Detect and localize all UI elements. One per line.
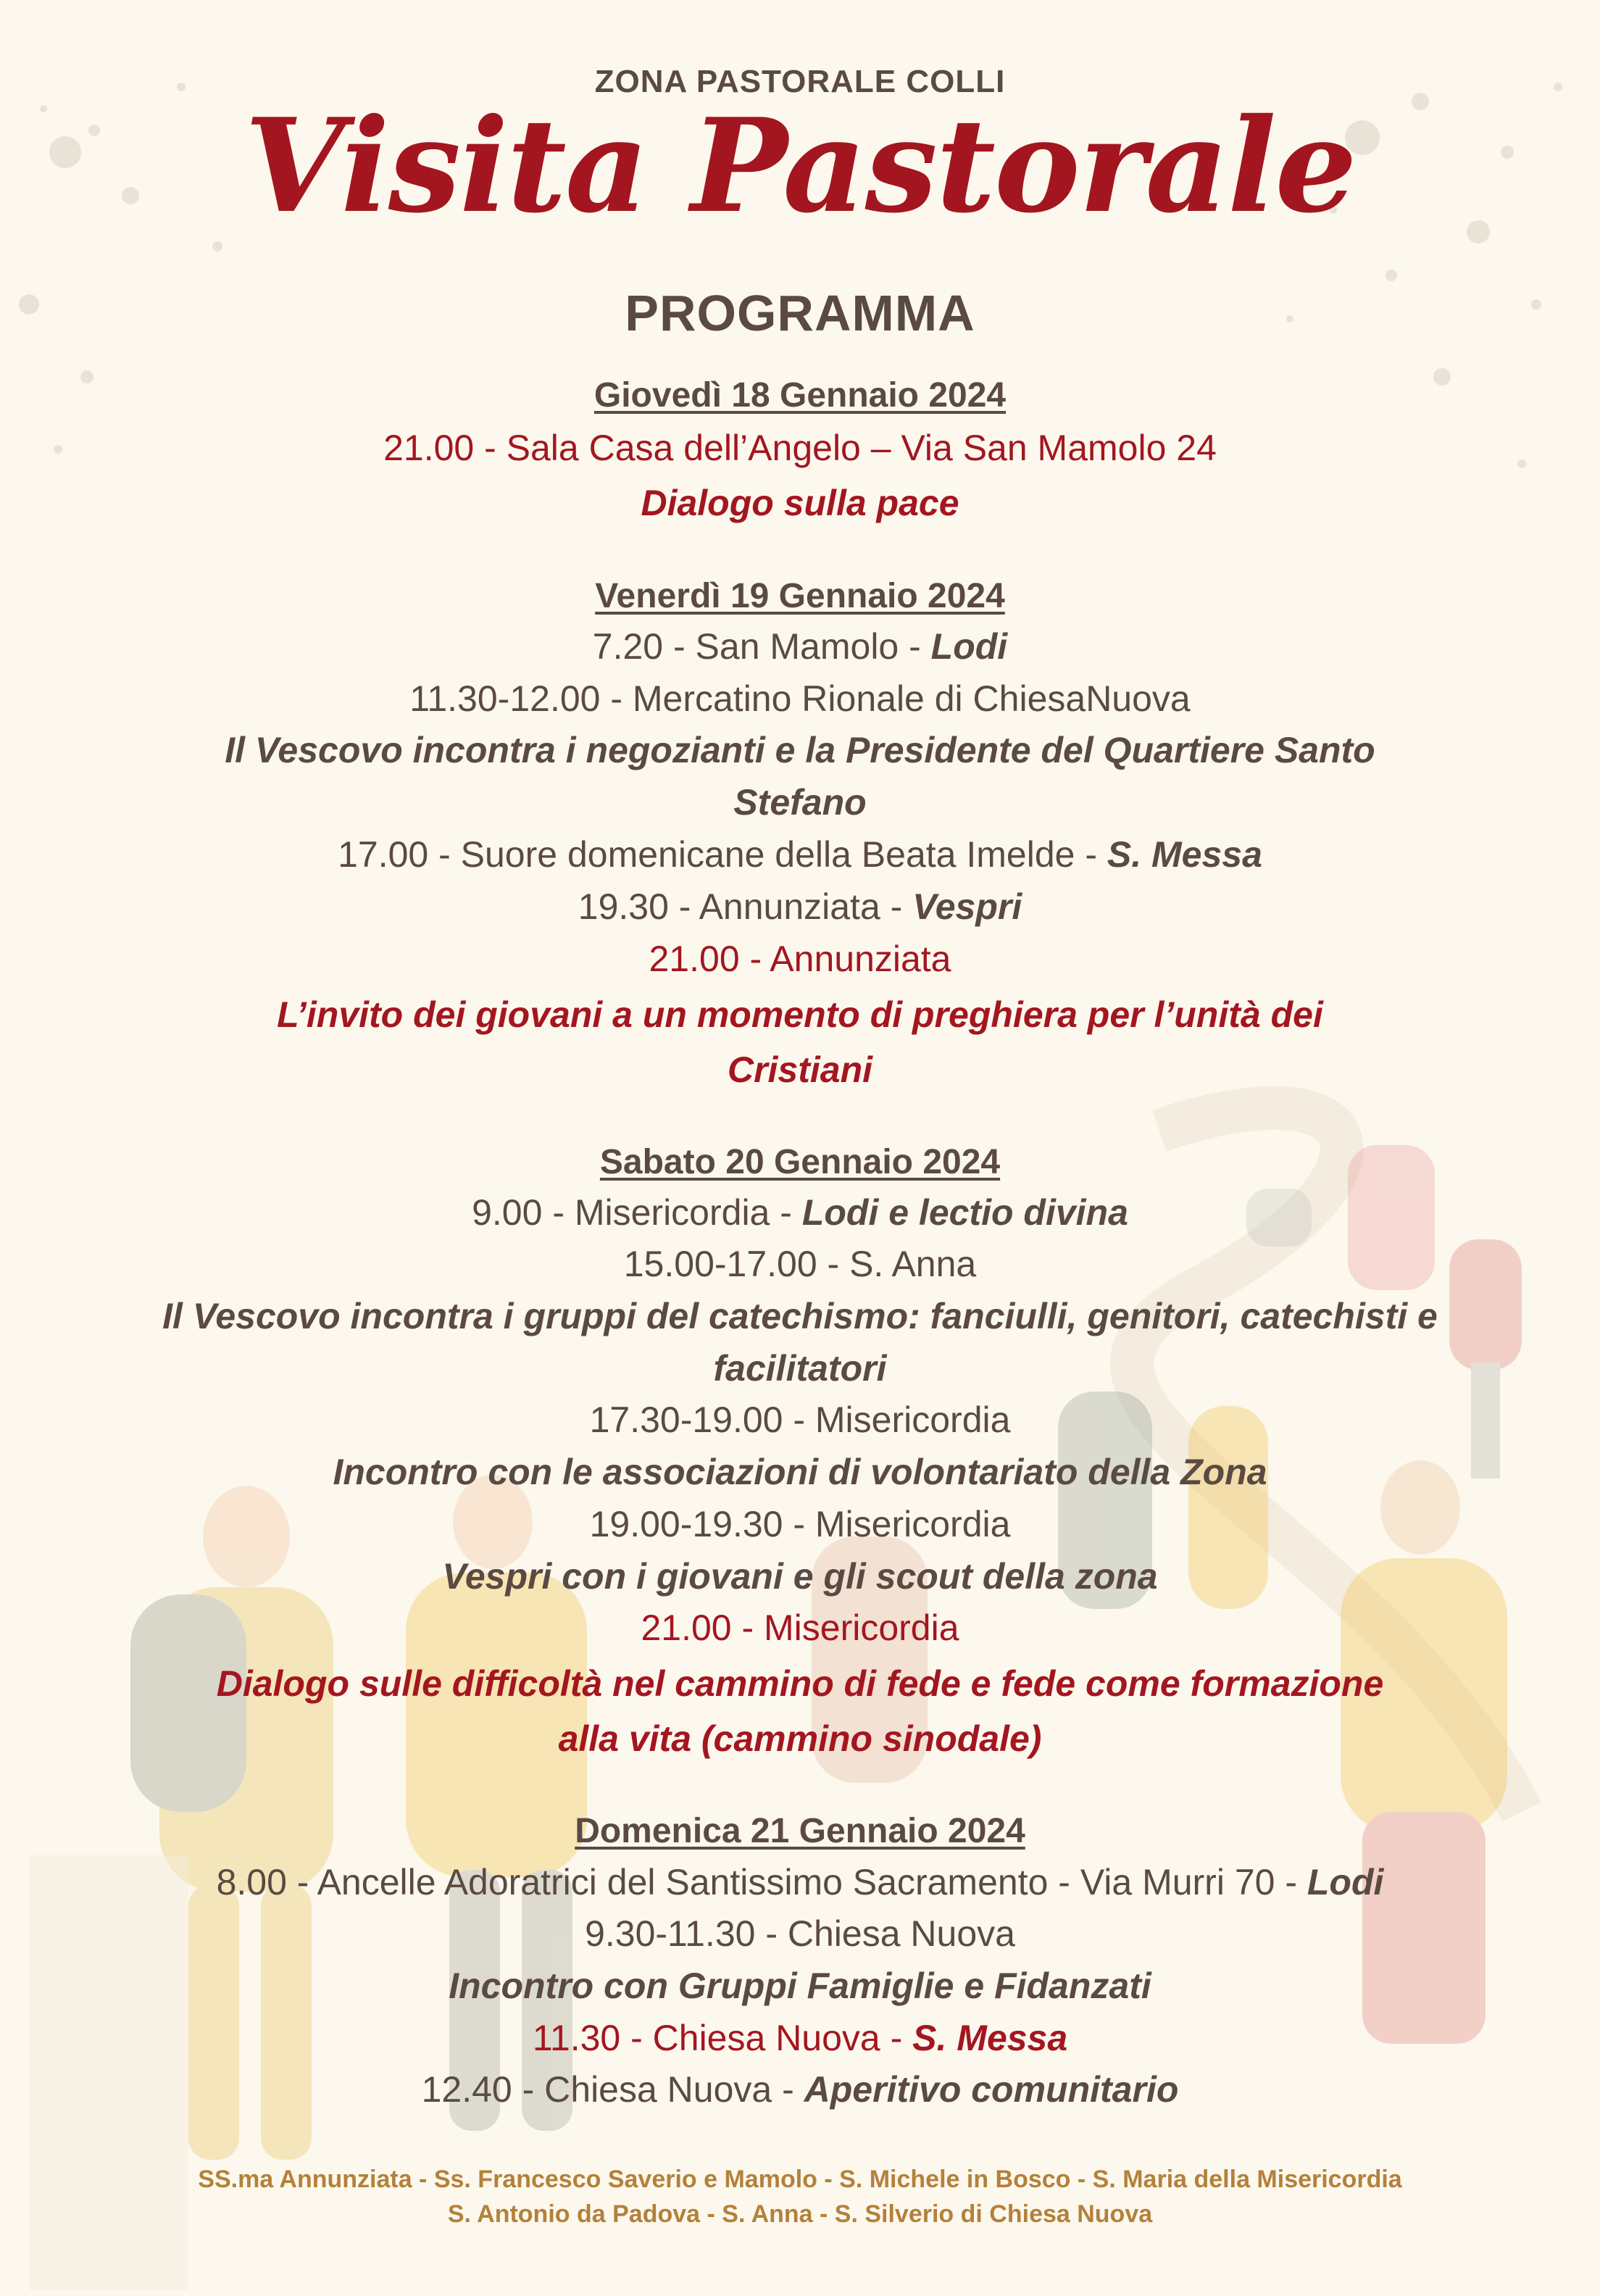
event-title: Il Vescovo incontra i gruppi del catechismo: fanciulli, genitori, catechisti e	[162, 1296, 1438, 1336]
schedule-line: 17.00 - Suore domenicane della Beata Imelde - S. Messa	[338, 834, 1262, 875]
event-title: Stefano	[733, 782, 867, 823]
schedule-line: 19.00-19.30 - Misericordia	[589, 1504, 1011, 1544]
event-title: Vespri con i giovani e gli scout della zona	[442, 1556, 1158, 1597]
event-title: Dialogo sulle difficoltà nel cammino di fede e fede come formazione	[216, 1663, 1384, 1704]
event-title: alla vita (cammino sinodale)	[558, 1718, 1042, 1759]
day-date-thursday: Giovedì 18 Gennaio 2024	[593, 376, 1007, 415]
schedule-line: 21.00 - Sala Casa dell’Angelo – Via San Mamolo 24	[383, 428, 1217, 468]
schedule-line: 15.00-17.00 - S. Anna	[623, 1244, 977, 1284]
event-title: Il Vescovo incontra i negozianti e la Presidente del Quartiere Santo	[225, 730, 1375, 770]
schedule-line: 8.00 - Ancelle Adoratrici del Santissimo Sacramento - Via Murri 70 - Lodi	[216, 1862, 1384, 1902]
schedule-line: 17.30-19.00 - Misericordia	[589, 1399, 1011, 1440]
schedule-line: 9.30-11.30 - Chiesa Nuova	[585, 1913, 1015, 1954]
zone-name: ZONA PASTORALE COLLI	[594, 64, 1006, 99]
schedule-line: 21.00 - Annunziata	[649, 939, 951, 979]
schedule-line: 11.30 - Chiesa Nuova - S. Messa	[532, 2018, 1068, 2058]
parish-list-line-1: SS.ma Annunziata - Ss. Francesco Saverio e Mamolo - S. Michele in Bosco - S. Maria della Misericordia	[198, 2166, 1402, 2193]
program-heading: PROGRAMMA	[625, 285, 975, 341]
event-title: Incontro con Gruppi Famiglie e Fidanzati	[449, 1966, 1151, 2006]
event-title: Cristiani	[727, 1049, 873, 1090]
schedule-line: 12.40 - Chiesa Nuova - Aperitivo comunitario	[421, 2069, 1179, 2110]
parish-list-line-2: S. Antonio da Padova - S. Anna - S. Silverio di Chiesa Nuova	[447, 2200, 1153, 2228]
event-title: L’invito dei giovani a un momento di preghiera per l’unità dei	[277, 994, 1323, 1035]
schedule-line: 11.30-12.00 - Mercatino Rionale di ChiesaNuova	[409, 678, 1191, 719]
event-title: Dialogo sulla pace	[641, 483, 959, 523]
event-title: facilitatori	[713, 1348, 887, 1389]
schedule-line: 19.30 - Annunziata - Vespri	[578, 886, 1022, 927]
schedule-line: 7.20 - San Mamolo - Lodi	[592, 626, 1008, 667]
event-title: Incontro con le associazioni di volontariato della Zona	[333, 1452, 1267, 1492]
schedule-line: 21.00 - Misericordia	[641, 1607, 959, 1648]
day-date-sunday: Domenica 21 Gennaio 2024	[575, 1812, 1025, 1850]
schedule-line: 9.00 - Misericordia - Lodi e lectio divina	[472, 1192, 1128, 1233]
page-title: Visita Pastorale	[244, 90, 1356, 241]
day-date-friday: Venerdì 19 Gennaio 2024	[595, 577, 1005, 615]
day-date-saturday: Sabato 20 Gennaio 2024	[599, 1143, 1001, 1181]
